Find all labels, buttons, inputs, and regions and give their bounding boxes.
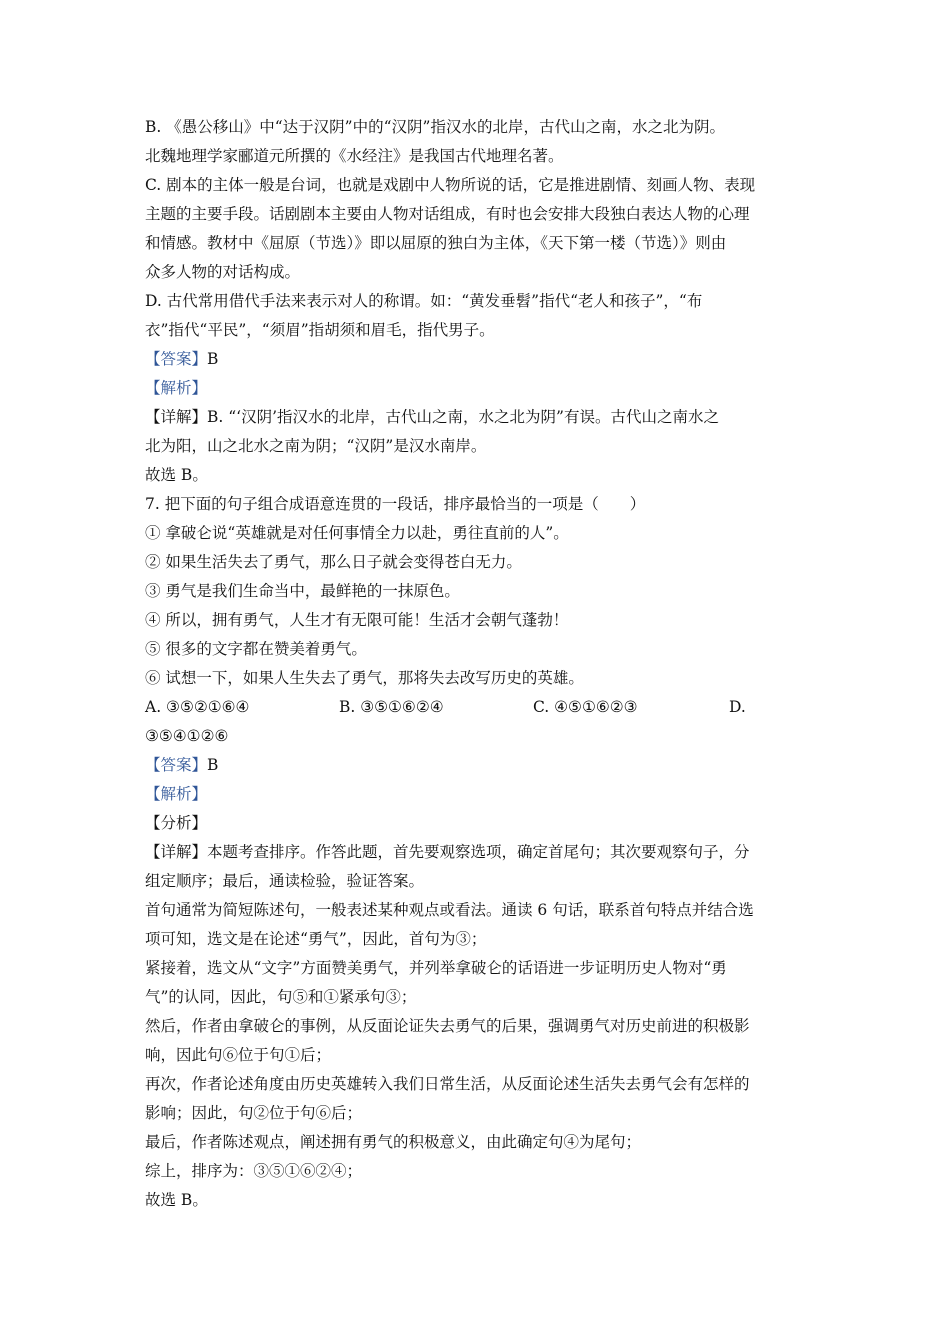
q6-option-d-line-1: D. 古代常用借代手法来表示对人的称谓。如：“黄发垂髫”指代“老人和孩子”，“布 (145, 292, 703, 310)
q7-detail-line-8: 响，因此句⑥位于句①后； (145, 1046, 332, 1064)
q7-answer-value: B (207, 756, 219, 774)
q7-option-b: B. ③⑤①⑥②④ (339, 698, 444, 716)
q7-detail-line-10: 影响；因此，句②位于句⑥后； (145, 1104, 363, 1122)
q7-detail-line-3: 首句通常为简短陈述句，一般表述某种观点或看法。通读 6 句话，联系首句特点并结合选 (145, 901, 754, 919)
q7-analysis-tag: 【解析】 (145, 785, 208, 803)
q7-detail-line-6: 气”的认同，因此，句⑤和①紧承句③； (145, 988, 417, 1006)
q7-sentence-3: ③ 勇气是我们生命当中，最鲜艳的一抹原色。 (145, 582, 460, 600)
q7-detail-line-13: 故选 B。 (145, 1191, 208, 1209)
q7-sentence-4: ④ 所以，拥有勇气，人生才有无限可能！生活才会朝气蓬勃！ (145, 611, 569, 629)
q7-detail-line-4: 项可知，选文是在论述“勇气”，因此，首句为③； (145, 930, 487, 948)
q7-option-a: A. ③⑤②①⑥④ (145, 698, 250, 716)
q6-answer-tag: 【答案】 (145, 350, 208, 368)
q6-option-c-line-1: C. 剧本的主体一般是台词，也就是戏剧中人物所说的话，它是推进剧情、刻画人物、表现 (145, 176, 756, 194)
q7-answer-tag: 【答案】 (145, 756, 208, 774)
q6-analysis-tag: 【解析】 (145, 379, 208, 397)
q7-option-c: C. ④⑤①⑥②③ (533, 698, 638, 716)
q7-fenxi-tag: 【分析】 (145, 814, 208, 832)
q6-answer (145, 345, 810, 374)
q7-stem: 7. 把下面的句子组合成语意连贯的一段话，排序最恰当的一项是（ ） (145, 495, 646, 513)
q7-detail-line-12: 综上，排序为：③⑤①⑥②④； (145, 1162, 363, 1180)
document-content (145, 113, 810, 1215)
q7-answer (145, 751, 810, 780)
q6-option-c-line-3: 和情感。教材中《屈原（节选）》即以屈原的独白为主体，《天下第一楼（节选）》则由 (145, 234, 727, 252)
q6-detail-line-2: 北为阳，山之北水之南为阴；“汉阴”是汉水南岸。 (145, 437, 487, 455)
q7-detail-line-11: 最后，作者陈述观点，阐述拥有勇气的积极意义，由此确定句④为尾句； (145, 1133, 642, 1151)
q7-detail-line-2: 组定顺序；最后，通读检验，验证答案。 (145, 872, 425, 890)
q6-conclusion: 故选 B。 (145, 466, 208, 484)
q7-detail-line-9: 再次，作者论述角度由历史英雄转入我们日常生活，从反面论述生活失去勇气会有怎样的 (145, 1075, 750, 1093)
q7-sentence-6: ⑥ 试想一下，如果人生失去了勇气，那将失去改写历史的英雄。 (145, 669, 584, 687)
q7-sentence-1: ① 拿破仑说“英雄就是对任何事情全力以赴，勇往直前的人”。 (145, 524, 569, 542)
q6-option-c-line-4: 众多人物的对话构成。 (145, 263, 301, 281)
q7-sentence-5: ⑤ 很多的文字都在赞美着勇气。 (145, 640, 367, 658)
q7-option-d: D. (729, 698, 746, 716)
q7-option-d-value: ③⑤④①②⑥ (145, 727, 229, 745)
q6-option-b-line-2: 北魏地理学家郦道元所撰的《水经注》是我国古代地理名著。 (145, 147, 564, 165)
q6-option-c-line-2: 主题的主要手段。话剧剧本主要由人物对话组成，有时也会安排大段独白表达人物的心理 (145, 205, 750, 223)
q6-detail-line-1: 【详解】B. “‘汉阴’指汉水的北岸，古代山之南，水之北为阴”有误。古代山之南水之 (145, 408, 719, 426)
q6-option-d-line-2: 衣”指代“平民”，“须眉”指胡须和眉毛，指代男子。 (145, 321, 495, 339)
q6-option-b-line-1: B. 《愚公移山》中“达于汉阴”中的“汉阴”指汉水的北岸，古代山之南，水之北为阴。 (145, 118, 725, 136)
q6-answer-value: B (207, 350, 219, 368)
q7-detail-line-7: 然后，作者由拿破仑的事例，从反面论证失去勇气的后果，强调勇气对历史前进的积极影 (145, 1017, 750, 1035)
q7-options (145, 693, 810, 722)
q7-detail-line-5: 紧接着，选文从“文字”方面赞美勇气，并列举拿破仑的话语进一步证明历史人物对“勇 (145, 959, 727, 977)
q7-detail-line-1: 【详解】本题考查排序。作答此题，首先要观察选项，确定首尾句；其次要观察句子，分 (145, 843, 750, 861)
q7-sentence-2: ② 如果生活失去了勇气，那么日子就会变得苍白无力。 (145, 553, 522, 571)
